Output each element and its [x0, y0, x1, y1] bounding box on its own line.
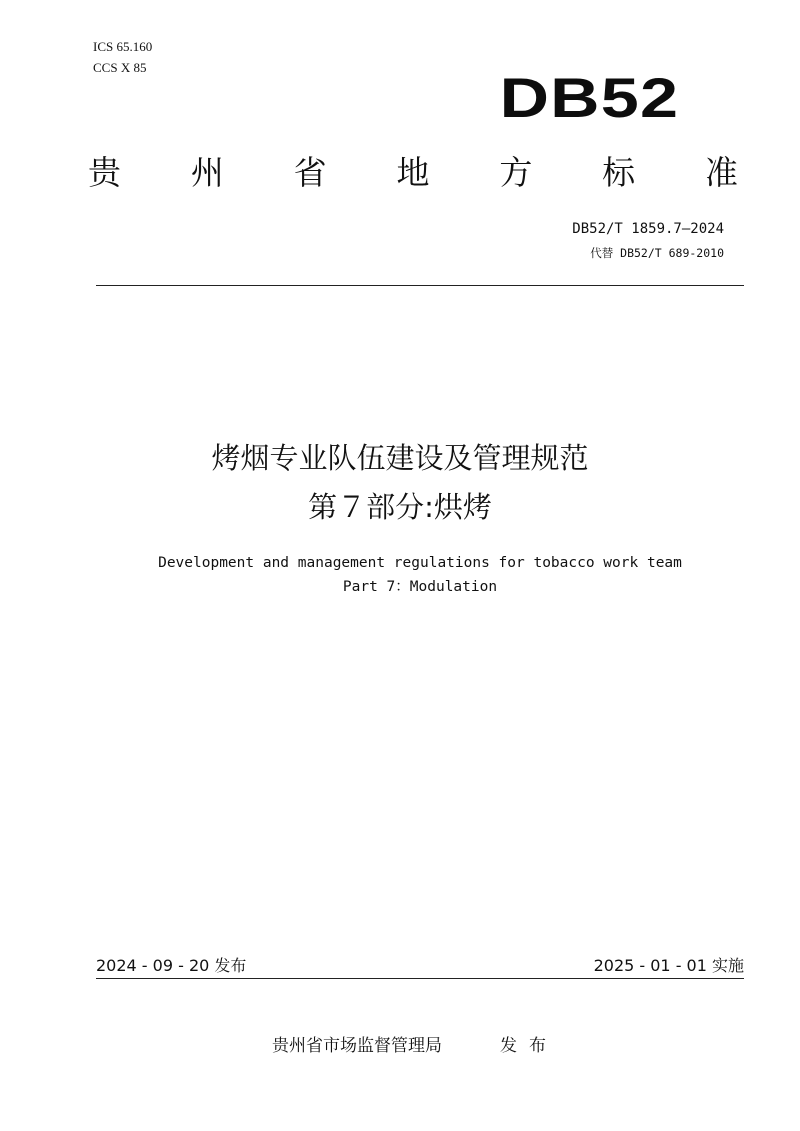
standard-type-char: 贵 — [88, 153, 121, 192]
footer-divider — [96, 978, 744, 979]
standard-type-char: 地 — [396, 153, 430, 192]
header-divider — [96, 285, 744, 286]
standard-type-char: 准 — [704, 153, 738, 192]
title-chinese: 烤烟专业队伍建设及管理规范 — [211, 441, 589, 475]
standard-number: DB52/T 1859.7—2024 — [572, 221, 724, 237]
subtitle-chinese: 第７部分:烘烤 — [308, 490, 492, 524]
standard-type-char: 标 — [602, 153, 636, 192]
ccs-code: CCS X 85 — [93, 60, 147, 75]
standard-type-char: 省 — [293, 153, 327, 192]
standard-type-char: 方 — [499, 153, 533, 192]
subtitle-english: Part 7：Modulation — [342, 579, 498, 595]
standard-type-char: 州 — [190, 153, 224, 192]
publisher-name: 贵州省市场监督管理局 — [272, 1036, 442, 1056]
issue-date: 2024 - 09 - 20 发布 — [96, 956, 247, 975]
title-english: Development and management regulations for tobacco work team — [158, 555, 682, 571]
ics-code: ICS 65.160 — [93, 39, 153, 54]
db52-logo: DB52 — [499, 66, 679, 129]
implementation-date: 2025 - 01 - 01 实施 — [593, 956, 744, 975]
standard-type-heading — [88, 150, 738, 196]
publish-label: 发布 — [500, 1036, 558, 1056]
replaces-note: 代替 DB52/T 689-2010 — [590, 246, 724, 260]
